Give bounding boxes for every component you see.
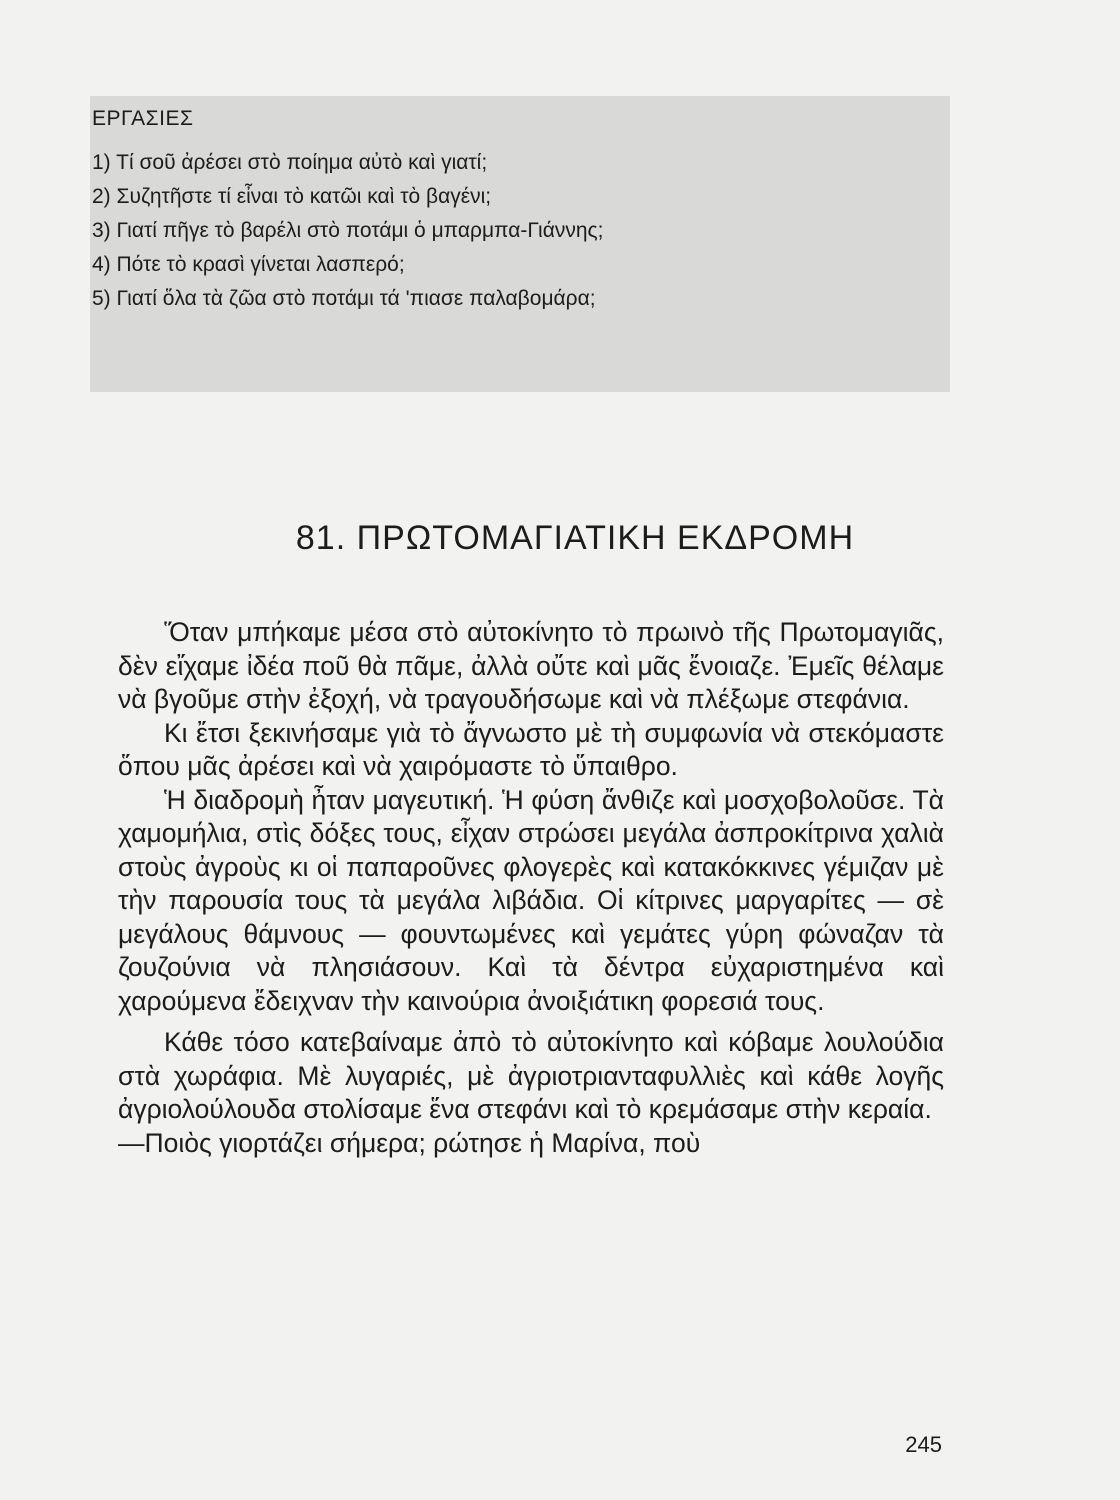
exercise-item: 4) Πότε τὸ κρασὶ γίνεται λασπερό; [92, 253, 405, 276]
exercises-box [90, 96, 950, 392]
exercises-list [90, 146, 603, 316]
exercises-title: ΕΡΓΑΣΙΕΣ [92, 107, 194, 130]
paragraph: Κάθε τόσο κατεβαίναμε ἀπὸ τὸ αὐτοκίνητο καὶ κόβαμε λουλούδια στὰ χωράφια. Μὲ λυγαριές, μὲ ἀγριοτριανταφυλλιὲς καὶ κάθε λογῆς ἀγριολούλουδα στολίσαμε ἕνα στεφάνι καὶ τὸ κρεμάσαμε στὴν κεραία. [118, 1027, 944, 1124]
paragraph-dialog: —Ποιὸς γιορτάζει σήμερα; ρώτησε ἡ Μαρίνα, ποὺ [118, 1127, 701, 1158]
exercise-item: 3) Γιατί πῆγε τὸ βαρέλι στὸ ποτάμι ὁ μπαρμπα-Γιάννης; [92, 219, 604, 242]
page-number: 245 [905, 1432, 942, 1457]
exercise-item: 2) Συζητῆστε τί εἶναι τὸ κατῶι καὶ τὸ βαγένι; [92, 185, 492, 208]
exercise-item: 5) Γιατί ὅλα τὰ ζῶα στὸ ποτάμι τά 'πιασε παλαβομάρα; [92, 287, 596, 310]
paragraph: Ὅταν μπήκαμε μέσα στὸ αὐτοκίνητο τὸ πρωινὸ τῆς Πρωτομαγιᾶς, δὲν εἴχαμε ἰδέα ποῦ θὰ πᾶμε, ἀλλὰ οὔτε καὶ μᾶς ἔνοιαζε. Ἐμεῖς θέλαμε νὰ βγοῦμε στὴν ἐξοχή, νὰ τραγουδήσωμε καὶ νὰ πλέξωμε στεφάνια. [118, 617, 944, 714]
paragraph: Κι ἔτσι ξεκινήσαμε γιὰ τὸ ἄγνωστο μὲ τὴ συμφωνία νὰ στεκόμαστε ὅπου μᾶς ἀρέσει καὶ νὰ χαιρόμαστε τὸ ὕπαιθρο. [118, 717, 944, 781]
exercise-item: 1) Τί σοῦ ἀρέσει στὸ ποίημα αὐτὸ καὶ γιατί; [92, 151, 488, 174]
paragraph: Ἡ διαδρομὴ ἦταν μαγευτική. Ἡ φύση ἄνθιζε καὶ μοσχοβολοῦσε. Τὰ χαμομήλια, στὶς δόξες τους, εἶχαν στρώσει μεγάλα ἀσπροκίτρινα χαλιὰ στοὺς ἀγροὺς κι οἱ παπαροῦνες φλογερὲς καὶ κατακόκκινες γέμιζαν μὲ τὴν παρουσία τους τὰ μεγάλα λιβάδια. Οἱ κίτρινες μαργαρίτες — σὲ μεγάλους θάμνους — φουντωμένες καὶ γεμάτες γύρη φώναζαν τὰ ζουζούνια νὰ πλησιάσουν. Καὶ τὰ δέντρα εὐχαριστημένα καὶ χαρούμενα ἔδειχναν τὴν καινούρια ἀνοιξιάτικη φορεσιά τους. [118, 784, 944, 1016]
chapter-title: 81. ΠΡΩΤΟΜΑΓΙΑΤΙΚΗ ΕΚΔΡΟΜΗ [295, 519, 855, 557]
chapter-body [118, 616, 944, 1160]
